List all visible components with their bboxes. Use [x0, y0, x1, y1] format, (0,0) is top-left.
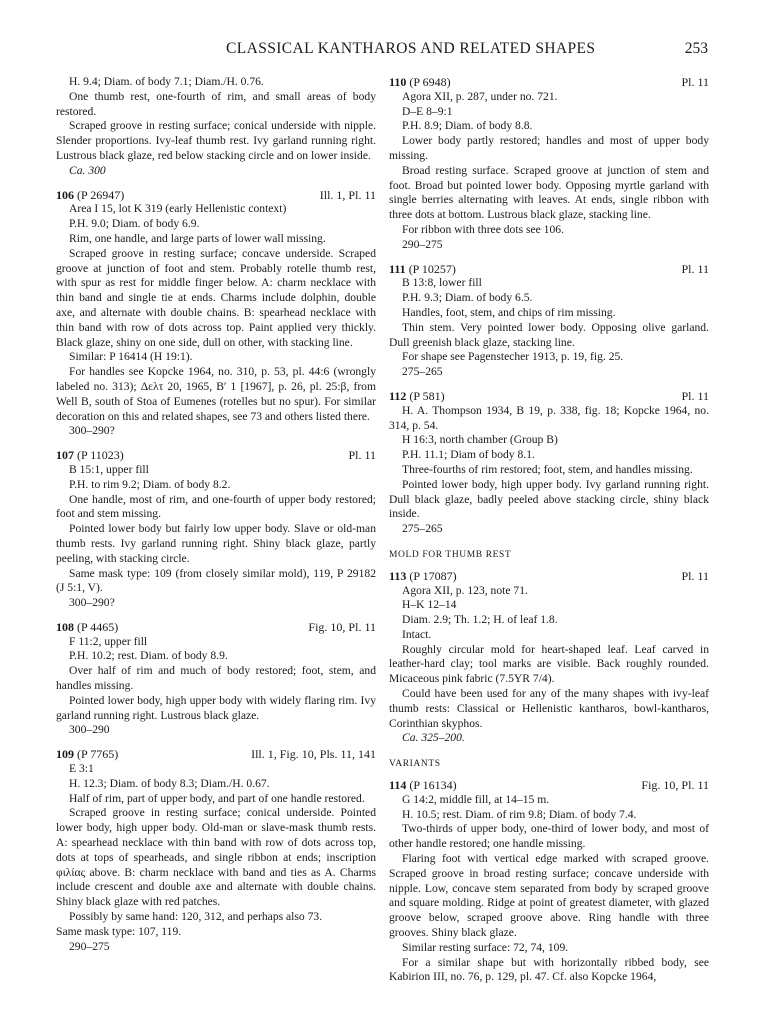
catalog-entry-110	[389, 75, 709, 253]
date: 290–275	[402, 237, 443, 251]
context: B 13:8, lower fill	[402, 276, 482, 290]
references: For handles see Kopcke 1964, no. 310, p. 53, pl. 44:6 (wrongly labeled no. 313); Δελτ 20, 1965, Β′ 1 [1967], p. 26, pl. 25:β, from Well B, south of Stoa of Eumenes (rotelles but no spur). For similar decoration on this and related shapes, see 73 and others listed there.	[56, 365, 376, 423]
left-column	[56, 75, 376, 954]
plate-reference: Fig. 10, Pl. 11	[308, 619, 376, 634]
description: Pointed lower body, high upper body. Ivy garland running right. Dull black glaze, badly peeled above stacking circle, shiny black inside.	[389, 477, 709, 521]
comparanda: For shape see Pagenstecher 1913, p. 19, fig. 25.	[402, 350, 624, 364]
running-title: CLASSICAL KANTHAROS AND RELATED SHAPES	[226, 40, 596, 57]
inventory-number: (P 16134)	[409, 778, 457, 793]
dimensions: H. 12.3; Diam. of body 8.3; Diam./H. 0.67.	[69, 776, 270, 790]
catalog-entry-109	[56, 747, 376, 954]
catalog-entry-111	[389, 262, 709, 380]
context: Area I 15, lot K 319 (early Hellenistic context)	[69, 202, 287, 216]
inventory-number: (P 26947)	[77, 187, 125, 202]
context: G 14:2, middle fill, at 14–15 m.	[402, 792, 550, 806]
description: Broad resting surface. Scraped groove at junction of stem and foot. Broad but pointed lower body. Opposing myrtle garland with single berries alternating with leaves. At ends, single ribbon with three dots at bottom. Lustrous black glaze, stacking line.	[389, 163, 709, 222]
section-heading-mold: MOLD FOR THUMB REST	[389, 549, 512, 560]
description: Scraped groove in resting surface; concave underside. Scraped groove at junction of foot and stem. Probably rotelle thumb rest, with spur as rest for middle finger below. A: charm necklace with thin band and single tie at ends. Charms include dolphin, double axe, and alternate with double chains. B: spearhead necklace with thin band with row of dots across top. Paint applied very thickly. Black glaze, shiny on one side, dull on other, with stacking line.	[56, 246, 376, 349]
plate-reference: Pl. 11	[681, 75, 709, 89]
context: E 3:1	[69, 762, 94, 776]
dimensions: H. 9.4; Diam. of body 7.1; Diam./H. 0.76.	[69, 75, 264, 88]
catalog-entry-106	[56, 188, 376, 440]
usage-note: Could have been used for any of the many shapes with ivy-leaf thumb rests: Classical or Hellenistic kantharos, bowl-kantharos, Corinthian skyphos.	[389, 687, 709, 730]
entry-heading	[389, 389, 709, 404]
plate-reference: Ill. 1, Pl. 11	[319, 187, 376, 202]
plate-reference: Pl. 11	[348, 448, 376, 463]
bibliography: Agora XII, p. 287, under no. 721.	[402, 89, 558, 103]
section-heading-variants: VARIANTS	[389, 759, 441, 770]
dimensions: P.H. 11.1; Diam of body 8.1.	[402, 448, 535, 462]
entry-heading	[56, 747, 376, 762]
inventory-number: (P 11023)	[77, 448, 124, 463]
dimensions: P.H. to rim 9.2; Diam. of body 8.2.	[69, 477, 231, 491]
inventory-number: (P 4465)	[77, 619, 119, 634]
inventory-number: (P 10257)	[408, 261, 456, 276]
dimensions: P.H. 9.0; Diam. of body 6.9.	[69, 217, 200, 231]
catalog-number: 114	[389, 778, 407, 793]
entry-105-continued	[56, 75, 376, 179]
date: 290–275	[69, 939, 110, 953]
context: D–E 8–9:1	[402, 104, 453, 118]
plate-reference: Pl. 11	[681, 568, 709, 583]
description: Thin stem. Very pointed lower body. Opposing olive garland. Dull greenish black glaze, stacking line.	[389, 320, 709, 349]
entry-heading	[56, 448, 376, 463]
condition-note: One handle, most of rim, and one-fourth of upper body restored; foot and stem missing.	[56, 492, 376, 521]
description: Flaring foot with vertical edge marked with scraped groove. Scraped groove in broad resting surface; concave underside with nipple. Low, concave stem separated from body by scraped groove and square molding. Ridge at point of greatest diameter, with glazed groove below, scraped groove above. Ring handle with three grooves. Shiny black glaze.	[389, 852, 709, 940]
catalog-number: 110	[389, 75, 407, 89]
catalog-entry-108	[56, 620, 376, 738]
date: 275–265	[402, 522, 443, 536]
context: H–K 12–14	[402, 598, 457, 612]
catalog-entry-112	[389, 389, 709, 537]
date: 300–290?	[69, 596, 115, 610]
comparanda: Similar resting surface: 72, 74, 109.	[402, 940, 569, 954]
bibliography: H. A. Thompson 1934, B 19, p. 338, fig. 18; Kopcke 1964, no. 314, p. 54.	[389, 403, 709, 432]
condition-note: Half of rim, part of upper body, and part of one handle restored.	[69, 791, 365, 805]
description: Scraped groove in resting surface; conical underside with nipple. Slender proportions. Ivy-leaf thumb rest. Ivy garland running right. Lustrous black glaze, red below stacking circle and on lower inside.	[56, 119, 376, 162]
entry-heading	[56, 620, 376, 635]
inventory-number: (P 7765)	[77, 747, 119, 762]
condition-note: Two-thirds of upper body, one-third of lower body, and most of other handle restored; one handle missing.	[389, 822, 709, 851]
catalog-entry-114	[389, 778, 709, 985]
description: Pointed lower body but fairly low upper body. Slave or old-man thumb rests. Ivy garland running right. Shiny black glaze, partly peeling, with stacking circle.	[56, 522, 376, 565]
context: H 16:3, north chamber (Group B)	[402, 433, 558, 447]
mask-type-note: Same mask type: 107, 119.	[56, 924, 182, 938]
date: Ca. 300	[69, 163, 106, 177]
right-column	[389, 75, 709, 985]
catalog-entry-113	[389, 569, 709, 747]
attribution: Possibly by same hand: 120, 312, and perhaps also 73.	[69, 910, 323, 924]
catalog-number: 107	[56, 448, 74, 463]
comparanda: Same mask type: 109 (from closely similar mold), 119, P 29182 (J 5:1, V).	[56, 566, 376, 595]
bibliography: Agora XII, p. 123, note 71.	[402, 583, 528, 597]
page-number: 253	[684, 40, 708, 57]
date: 300–290?	[69, 424, 115, 438]
entry-heading	[389, 262, 709, 277]
inventory-number: (P 6948)	[409, 75, 451, 89]
catalog-number: 109	[56, 747, 74, 762]
dimensions: P.H. 9.3; Diam. of body 6.5.	[402, 291, 533, 305]
condition-note: Handles, foot, stem, and chips of rim missing.	[402, 305, 616, 319]
catalog-number: 112	[389, 388, 407, 403]
context: B 15:1, upper fill	[69, 462, 149, 476]
catalog-number: 108	[56, 619, 74, 634]
comparanda: For ribbon with three dots see 106.	[402, 222, 564, 236]
inventory-number: (P 17087)	[409, 568, 457, 583]
dimensions: H. 10.5; rest. Diam. of rim 9.8; Diam. of body 7.4.	[402, 807, 637, 821]
catalog-number: 106	[56, 187, 74, 202]
condition-note: Rim, one handle, and large parts of lower wall missing.	[69, 231, 326, 245]
condition-note: Over half of rim and much of body restored; foot, stem, and handles missing.	[56, 664, 376, 693]
plate-reference: Pl. 11	[681, 261, 709, 276]
condition-note: Three-fourths of rim restored; foot, stem, and handles missing.	[402, 462, 693, 476]
catalog-entry-107	[56, 448, 376, 611]
condition-note: One thumb rest, one-fourth of rim, and small areas of body restored.	[56, 89, 376, 118]
references: For a similar shape but with horizontally ribbed body, see Kabirion III, no. 76, p. 129, pl. 47. Cf. also Kopcke 1964,	[389, 955, 709, 984]
condition-note: Intact.	[402, 627, 432, 641]
description: Roughly circular mold for heart-shaped leaf. Leaf carved in leather-hard clay; tool marks are visible. Back roughly rounded. Micaceous pink fabric (7.5YR 7/4).	[389, 642, 709, 686]
dimensions: Diam. 2.9; Th. 1.2; H. of leaf 1.8.	[402, 613, 558, 627]
entry-heading	[56, 188, 376, 203]
description: Scraped groove in resting surface; conical underside. Pointed lower body, high upper body. Old-man or slave-mask thumb rests. A: spearhead necklace with thin band with row of dots across top, dots at tops of spearheads, and single ribbon at ends; inscription φιλίας above. B: charm necklace with band and ties as A. Charms include crescent and double axe and alternate with double chains. Shiny black glaze with red patches.	[56, 806, 376, 909]
plate-reference: Pl. 11	[681, 388, 709, 403]
date: 300–290	[69, 723, 110, 737]
entry-heading	[389, 75, 709, 90]
entry-heading	[389, 778, 709, 793]
entry-heading	[389, 569, 709, 584]
dimensions: P.H. 8.9; Diam. of body 8.8.	[402, 119, 533, 133]
date: Ca. 325–200.	[402, 731, 465, 745]
description: Pointed lower body, high upper body with widely flaring rim. Ivy garland running right. Lustrous black glaze.	[56, 693, 376, 722]
plate-reference: Ill. 1, Fig. 10, Pls. 11, 141	[251, 747, 376, 762]
condition-note: Lower body partly restored; handles and most of upper body missing.	[389, 134, 709, 162]
catalog-number: 113	[389, 568, 407, 583]
date: 275–265	[402, 365, 443, 379]
context: F 11:2, upper fill	[69, 634, 148, 648]
page-header	[56, 40, 708, 60]
catalog-number: 111	[389, 261, 406, 276]
dimensions: P.H. 10.2; rest. Diam. of body 8.9.	[69, 649, 228, 663]
comparanda: Similar: P 16414 (H 19:1).	[69, 350, 193, 364]
plate-reference: Fig. 10, Pl. 11	[641, 778, 709, 793]
inventory-number: (P 581)	[409, 388, 445, 403]
